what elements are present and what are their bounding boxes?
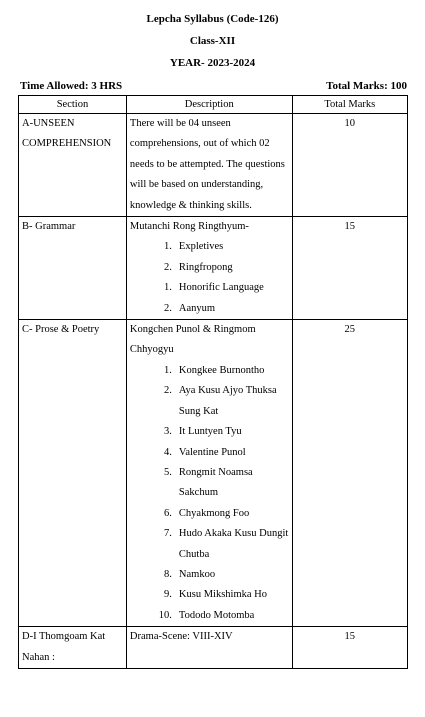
list-item <box>130 278 289 298</box>
list-item <box>130 443 289 463</box>
description-text: Kongchen Punol & Ringmom Chhyogyu <box>129 324 256 356</box>
list-item <box>130 585 289 605</box>
list-item-number: 1. <box>164 364 172 376</box>
marks-cell: 25 <box>292 320 407 627</box>
list-item <box>130 381 289 422</box>
header-description: Description <box>126 96 292 114</box>
list-item-number: 3. <box>164 426 172 438</box>
item-list <box>130 361 289 626</box>
list-item <box>130 422 289 442</box>
list-item-text: Valentine Punol <box>178 446 246 458</box>
list-item-number: 1. <box>164 241 172 253</box>
list-item-text: Aya Kusu Ajyo Thuksa Sung Kat <box>178 385 277 417</box>
table-row <box>19 114 408 217</box>
total-marks: Total Marks: 100 <box>326 80 407 92</box>
list-item <box>130 258 289 278</box>
list-item-text: Tododo Motomba <box>178 609 255 621</box>
list-item-number: 1. <box>164 282 172 294</box>
list-item <box>130 463 289 504</box>
class-label: Class-XII <box>189 35 236 47</box>
table-row <box>19 627 408 669</box>
list-item <box>130 299 289 319</box>
marks-cell: 15 <box>292 627 407 669</box>
section-cell: C- Prose & Poetry <box>19 320 127 627</box>
list-item-text: Rongmit Noamsa Sakchum <box>178 466 253 499</box>
list-item-text: Ringfropong <box>178 261 233 273</box>
item-list <box>130 237 289 319</box>
list-item-number: 10. <box>158 609 172 621</box>
description-text: Mutanchi Rong Ringthyum- <box>129 221 249 233</box>
table-row <box>19 217 408 320</box>
description-cell <box>126 320 292 627</box>
list-item <box>130 361 289 381</box>
document-title: Lepcha Syllabus (Code-126) <box>146 13 279 25</box>
list-item-number: 8. <box>164 568 172 580</box>
syllabus-table <box>18 95 408 669</box>
list-item-text: Honorific Language <box>178 282 264 294</box>
description-cell: There will be 04 unseen comprehensions, out of which 02 needs to be attempted. The questions will be based on understanding, knowledge & thinking skills. <box>126 114 292 217</box>
list-item-text: Aanyum <box>178 302 216 314</box>
list-item-text: Hudo Akaka Kusu Dungit Chutba <box>178 528 289 560</box>
header-section: Section <box>19 96 127 114</box>
list-item <box>130 237 289 257</box>
list-item <box>130 606 289 626</box>
year-label: YEAR- 2023-2024 <box>169 57 256 69</box>
header-total-marks: Total Marks <box>292 96 407 114</box>
marks-cell: 10 <box>292 114 407 217</box>
table-row <box>19 320 408 627</box>
description-cell <box>126 217 292 320</box>
list-item-text: It Luntyen Tyu <box>178 426 242 438</box>
description-cell: Drama-Scene: VIII-XIV <box>126 627 292 669</box>
list-item-number: 2. <box>164 261 172 273</box>
marks-cell: 15 <box>292 217 407 320</box>
section-cell: A-UNSEEN COMPREHENSION <box>19 114 127 217</box>
section-cell: B- Grammar <box>19 217 127 320</box>
list-item-number: 5. <box>164 466 172 478</box>
list-item-number: 2. <box>164 302 172 314</box>
list-item <box>130 524 289 565</box>
list-item-text: Namkoo <box>178 568 216 580</box>
list-item-number: 6. <box>164 507 172 519</box>
table-header-row <box>19 96 408 114</box>
list-item-text: Kusu Mikshimka Ho <box>178 589 268 601</box>
section-cell: D-I Thomgoam Kat Nahan : <box>19 627 127 669</box>
list-item <box>130 565 289 585</box>
list-item-number: 7. <box>164 528 172 540</box>
list-item-number: 2. <box>164 385 172 397</box>
list-item-number: 9. <box>164 589 172 601</box>
list-item-number: 4. <box>164 446 172 458</box>
list-item-text: Chyakmong Foo <box>178 507 250 519</box>
list-item-text: Expletives <box>178 241 224 253</box>
list-item <box>130 504 289 524</box>
time-allowed: Time Allowed: 3 HRS <box>20 80 123 92</box>
list-item-text: Kongkee Burnontho <box>178 364 265 376</box>
